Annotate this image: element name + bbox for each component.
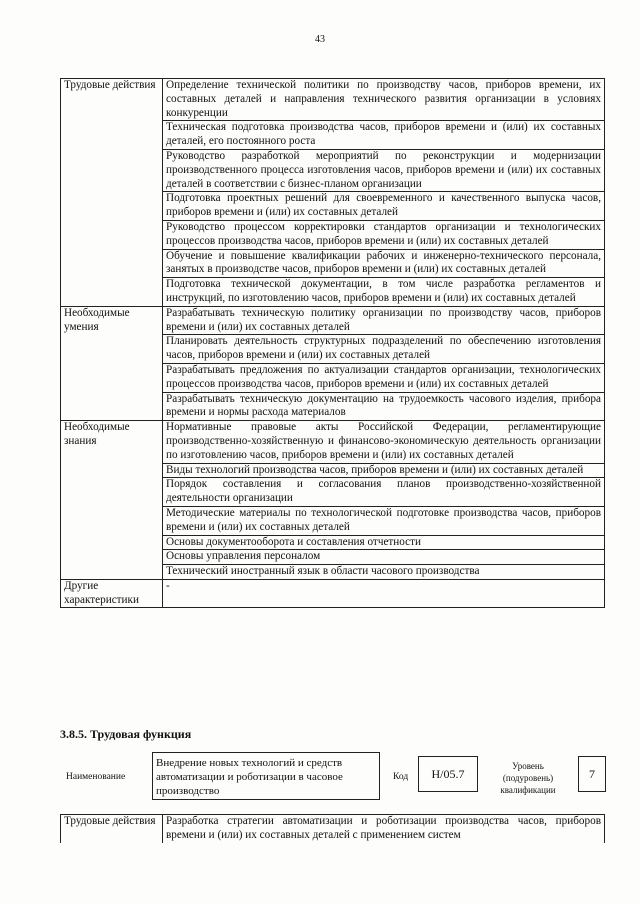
- code-box: H/05.7: [418, 756, 478, 792]
- table-cell: Разрабатывать предложения по актуализации стандартов организации, технологических процессов производства часов, приборов времени и (или) их составных деталей: [163, 363, 605, 392]
- table-cell: Подготовка технической документации, в том числе разработка регламентов и инструкций, по изготовлению часов, приборов времени и (или) их составных деталей: [163, 278, 605, 307]
- table-cell: Подготовка проектных решений для своевременного и качественного выпуска часов, приборов времени и (или) их составных деталей: [163, 192, 605, 221]
- qualification-level-box: 7: [578, 756, 606, 792]
- table-cell: Разрабатывать техническую политику организации по производству часов, приборов времени и (или) их составных деталей: [163, 306, 605, 335]
- table-cell: Разработка стратегии автоматизации и роботизации производства часов, приборов времени и (или) их составных деталей с применением систем: [163, 815, 605, 843]
- table-row: [61, 306, 605, 335]
- row-label: Другие характеристики: [61, 579, 163, 608]
- table-cell: Руководство процессом корректировки стандартов организации и технологических процессов производства часов, приборов времени и (или) их составных деталей: [163, 220, 605, 249]
- row-label: Необходимые знания: [61, 421, 163, 580]
- table-row: [61, 579, 605, 608]
- table-cell: Методические материалы по технологической подготовке производства часов, приборов времени и (или) их составных деталей: [163, 506, 605, 535]
- table-cell: Разрабатывать техническую документацию на трудоемкость часового изделия, прибора времени и нормы расхода материалов: [163, 392, 605, 421]
- table-cell: Техническая подготовка производства часов, приборов времени и (или) их составных деталей, его постоянного роста: [163, 121, 605, 150]
- table-cell: Руководство разработкой мероприятий по реконструкции и модернизации производственного процесса изготовления часов, приборов времени и (или) их составных деталей в соответствии с бизнес-планом организации: [163, 149, 605, 191]
- table-row: [61, 815, 605, 843]
- function-name-box: Внедрение новых технологий и средств автоматизации и роботизации в часовое производство: [152, 752, 380, 800]
- page-number: 43: [315, 34, 325, 45]
- table-cell: Основы управления персоналом: [163, 550, 605, 565]
- next-function-table: [60, 814, 605, 843]
- table-cell: -: [163, 579, 605, 608]
- table-cell: Определение технической политики по производству часов, приборов времени, их составных деталей и направления технического развития организации в условиях конкуренции: [163, 79, 605, 121]
- table-row: [61, 79, 605, 121]
- row-label: Трудовые действия: [61, 79, 163, 307]
- row-label: Необходимые умения: [61, 306, 163, 420]
- section-heading: 3.8.5. Трудовая функция: [60, 727, 192, 741]
- table-cell: Виды технологий производства часов, приборов времени и (или) их составных деталей: [163, 463, 605, 478]
- table-cell: Обучение и повышение квалификации рабочих и инженерно-технического персонала, занятых в производстве часов, приборов времени и (или) их составных деталей: [163, 249, 605, 278]
- row-label: Трудовые действия: [61, 815, 163, 843]
- table-row: [61, 421, 605, 463]
- table-cell: Планировать деятельность структурных подразделений по обеспечению изготовления часов, приборов времени и (или) их составных деталей: [163, 335, 605, 364]
- table-cell: Нормативные правовые акты Российской Федерации, регламентирующие производственно-хозяйственную и финансово-экономическую деятельность организации по изготовлению часов, приборов времени и (или) их составных деталей: [163, 421, 605, 463]
- code-label: Код: [393, 772, 409, 782]
- qualification-level-label: Уровень (подуровень) квалификации: [500, 761, 556, 795]
- labor-function-table: [60, 78, 605, 608]
- name-label: Наименование: [66, 772, 126, 782]
- table-cell: Основы документооборота и составления отчетности: [163, 535, 605, 550]
- table-cell: Технический иностранный язык в области часового производства: [163, 565, 605, 580]
- table-cell: Порядок составления и согласования планов производственно-хозяйственной деятельности организации: [163, 478, 605, 507]
